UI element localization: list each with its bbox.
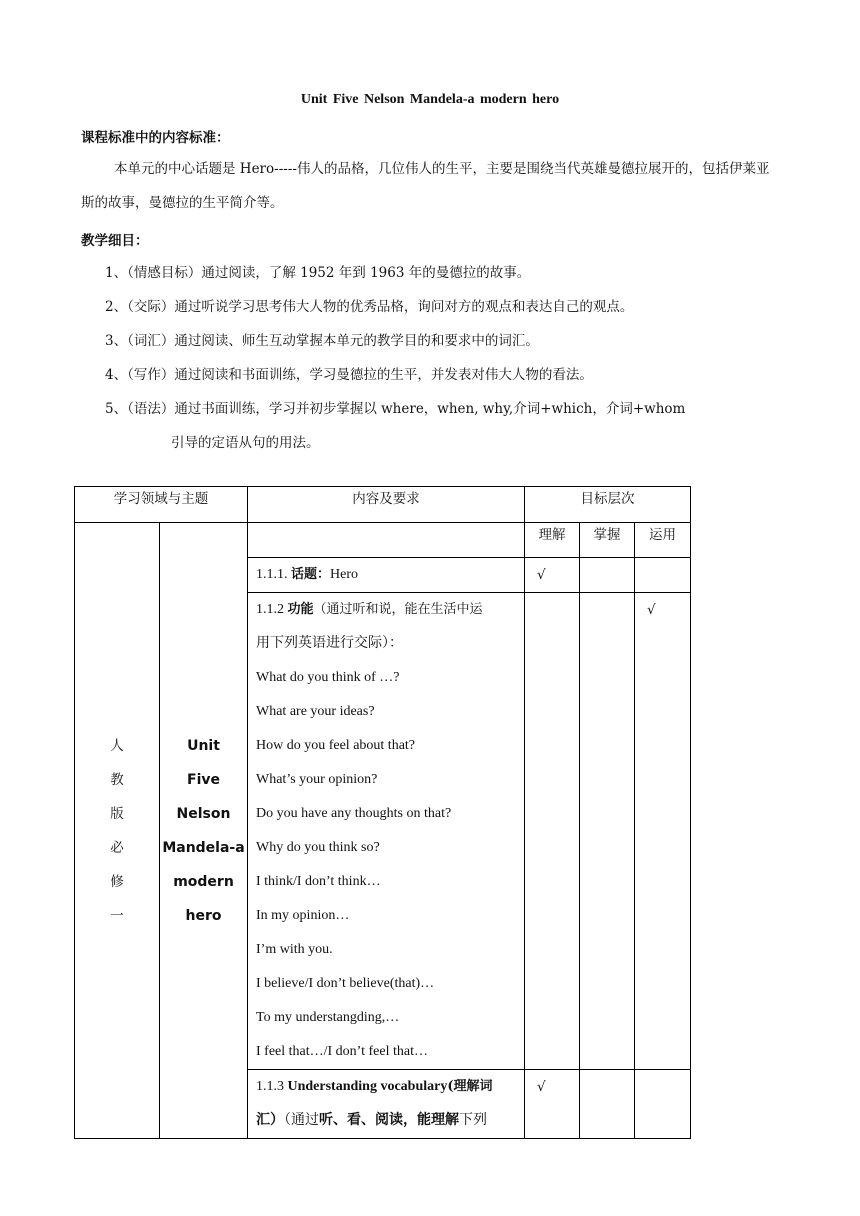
detail-item-3: 3、（词汇）通过阅读、师生互动掌握本单元的教学目的和要求中的词汇。 <box>105 333 539 349</box>
topic-content <box>248 558 525 593</box>
level-master: 掌握 <box>580 523 635 558</box>
vocabulary-content <box>248 1070 525 1139</box>
phrase: How do you feel about that? <box>256 738 416 753</box>
function-mark-apply: √ <box>635 593 691 1070</box>
textbook-char: 一 <box>110 907 124 924</box>
phrase: Do you have any thoughts on that? <box>256 806 452 821</box>
header-domain: 学习领域与主题 <box>75 487 248 523</box>
function-line: 1.1.2 功能（通过听和说，能在生活中运 <box>256 602 483 617</box>
standards-paragraph: 本单元的中心话题是 Hero-----伟人的品格，几位伟人的生平，主要是围绕当代英雄曼德拉展开的，包括伊莱亚斯的故事，曼德拉的生平简介等。 <box>81 161 770 211</box>
unit-line: Nelson <box>176 805 231 822</box>
vocabulary-mark-understand: √ <box>525 1070 580 1139</box>
vocabulary-mark-master <box>580 1070 635 1139</box>
phrase: To my understangding,… <box>256 1010 400 1025</box>
level-subheader-row <box>75 523 691 558</box>
topic-mark-master <box>580 558 635 593</box>
phrase: I’m with you. <box>256 942 333 957</box>
topic-mark-apply <box>635 558 691 593</box>
curriculum-table <box>74 486 691 1139</box>
textbook-cell <box>75 523 160 1139</box>
vocabulary-line: 汇）（通过听、看、阅读，能理解下列 <box>256 1113 487 1128</box>
function-note: 用下列英语进行交际）： <box>256 636 403 651</box>
textbook-char: 必 <box>110 839 124 856</box>
detail-item-1: 1、（情感目标）通过阅读，了解 1952 年到 1963 年的曼德拉的故事。 <box>105 265 531 281</box>
phrase: In my opinion… <box>256 908 350 923</box>
textbook-char: 版 <box>110 805 124 822</box>
phrase: I feel that…/I don’t feel that… <box>256 1044 428 1059</box>
unit-cell <box>160 523 248 1139</box>
unit-line: modern <box>173 873 234 890</box>
detail-item-5-continuation: 引导的定语从句的用法。 <box>171 435 320 451</box>
table-header-row <box>75 487 691 523</box>
level-understand: 理解 <box>525 523 580 558</box>
textbook-char: 修 <box>110 873 124 890</box>
phrase: What are your ideas? <box>256 704 375 719</box>
phrase: I think/I don’t think… <box>256 874 381 889</box>
topic-mark-understand: √ <box>525 558 580 593</box>
empty-content-cell <box>248 523 525 558</box>
function-mark-master <box>580 593 635 1070</box>
header-level: 目标层次 <box>525 487 691 523</box>
detail-item-2: 2、（交际）通过听说学习思考伟大人物的优秀品格，询问对方的观点和表达自己的观点。 <box>105 299 634 315</box>
phrase: What do you think of …? <box>256 670 400 685</box>
standards-heading: 课程标准中的内容标准： <box>81 130 230 146</box>
textbook-char: 人 <box>110 737 124 754</box>
level-apply: 运用 <box>635 523 691 558</box>
detail-item-4: 4、（写作）通过阅读和书面训练，学习曼德拉的生平，并发表对伟大人物的看法。 <box>105 367 593 383</box>
unit-line: Unit <box>187 737 220 754</box>
phrase: Why do you think so? <box>256 840 380 855</box>
phrase: What’s your opinion? <box>256 772 378 787</box>
unit-line: Mandela-a <box>162 839 245 856</box>
document-title: Unit Five Nelson Mandela-a modern hero <box>300 92 560 107</box>
phrase: I believe/I don’t believe(that)… <box>256 976 435 991</box>
unit-line: Five <box>187 771 220 788</box>
vocabulary-line: 1.1.3 Understanding vocabulary(理解词 <box>256 1079 493 1094</box>
function-content <box>248 593 525 1070</box>
textbook-char: 教 <box>110 771 124 788</box>
unit-line: hero <box>185 907 222 924</box>
details-heading: 教学细目： <box>81 233 149 249</box>
topic-line: 1.1.1. 话题：Hero <box>256 567 359 582</box>
vocabulary-mark-apply <box>635 1070 691 1139</box>
function-mark-understand <box>525 593 580 1070</box>
header-content: 内容及要求 <box>248 487 525 523</box>
detail-item-5: 5、（语法）通过书面训练，学习并初步掌握以 where，when, why,介词+which，介词+whom <box>105 401 686 417</box>
